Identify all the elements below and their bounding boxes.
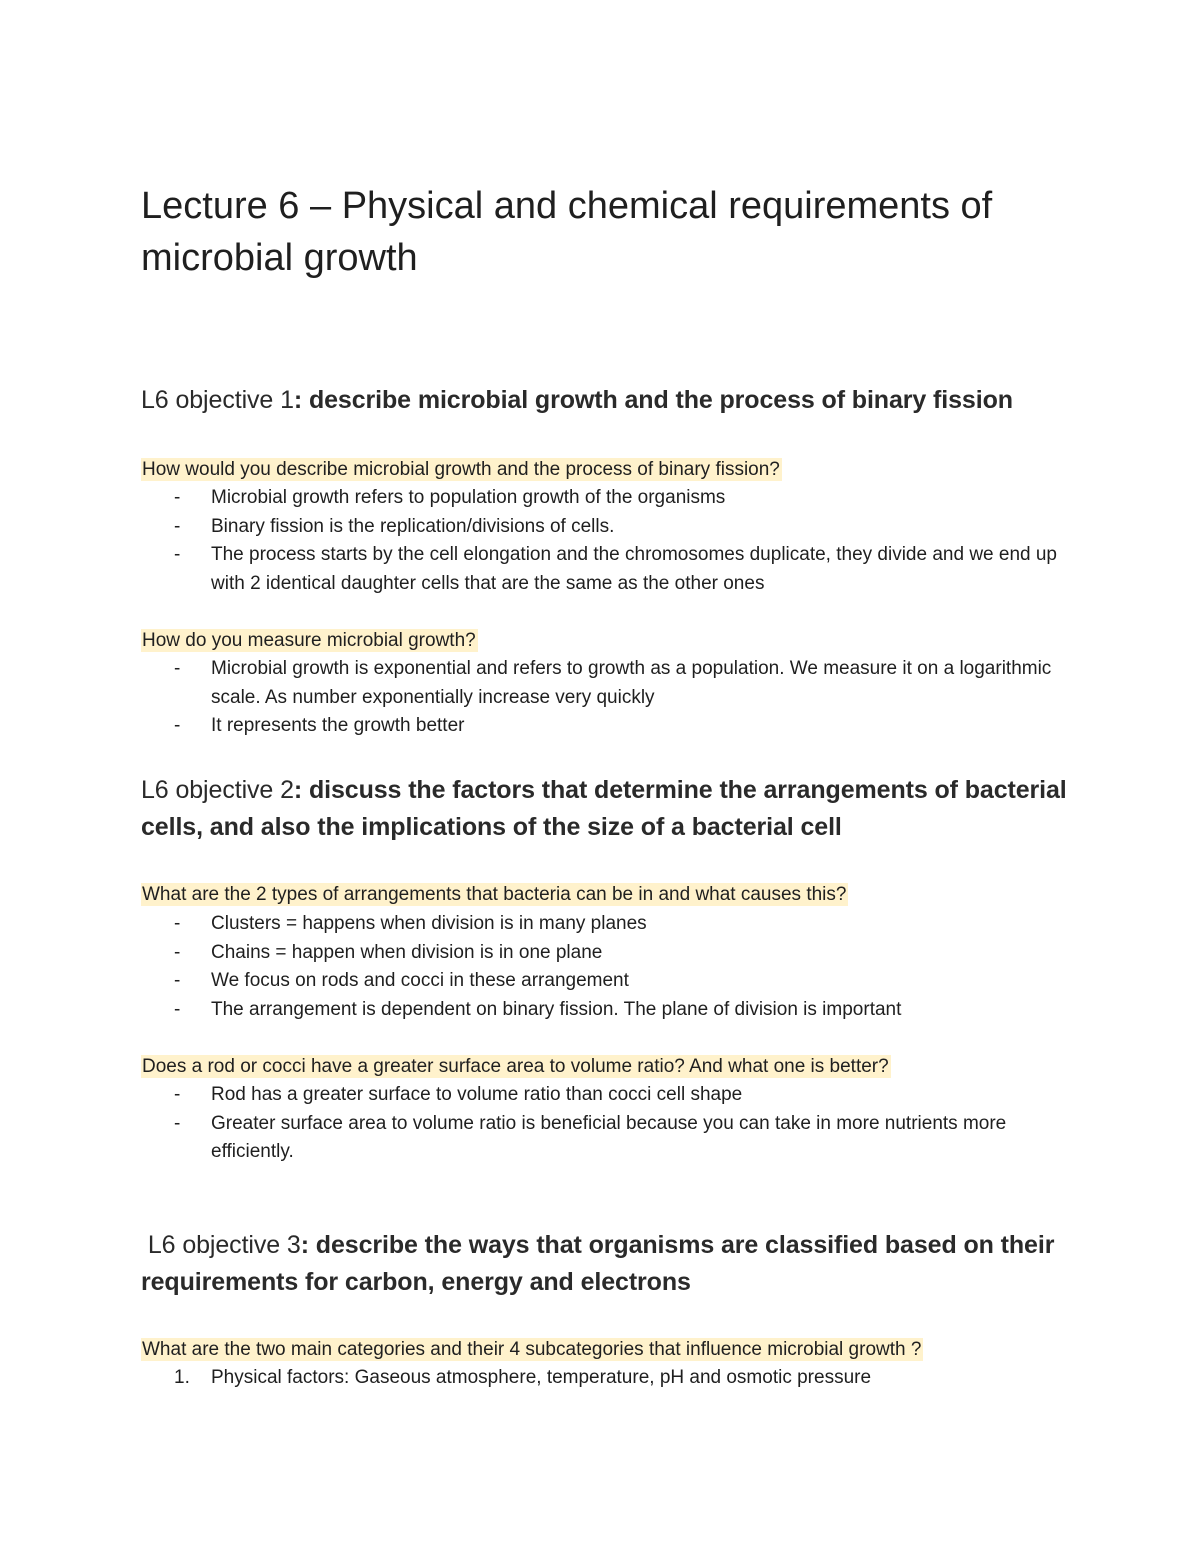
- question-3-highlight: What are the 2 types of arrangements that bacteria can be in and what causes this?: [142, 884, 847, 905]
- question-5: [141, 1336, 923, 1364]
- bullet-marker: -: [174, 913, 181, 934]
- list-item: [141, 712, 1081, 741]
- objective-1-label: L6 objective 1: [141, 386, 294, 414]
- objective-3-text: : describe the ways that organisms are classified based on their requirements for carbon, energy and electrons: [141, 1231, 1062, 1296]
- question-3: [141, 881, 848, 909]
- objective-2-text: : discuss the factors that determine the arrangements of bacterial cells, and also the implications of the size of a bacterial cell: [141, 776, 1067, 841]
- objective-1-text: : describe microbial growth and the process of binary fission: [293, 386, 1013, 414]
- answer-list-3: [141, 910, 1081, 1024]
- list-item-text: Binary fission is the replication/divisions of cells.: [211, 515, 615, 537]
- list-item-text: Microbial growth is exponential and refers to growth as a population. We measure it on a logarithmic scale. As number exponentially increase very quickly: [211, 658, 1052, 708]
- list-item: [141, 541, 1081, 598]
- list-item-text: The arrangement is dependent on binary fission. The plane of division is important: [211, 998, 902, 1020]
- objective-3-label: L6 objective 3: [141, 1231, 301, 1259]
- question-1: [141, 456, 782, 484]
- question-2-highlight: How do you measure microbial growth?: [142, 630, 476, 651]
- page-title: Lecture 6 – Physical and chemical requirements of microbial growth: [141, 185, 993, 279]
- list-item: [141, 1364, 1081, 1393]
- list-item-text: Greater surface area to volume ratio is beneficial because you can take in more nutrients more efficiently.: [211, 1112, 1007, 1162]
- list-item: [141, 1110, 1081, 1167]
- list-item: [141, 1081, 1081, 1110]
- list-item-text: Chains = happen when division is in one plane: [211, 941, 603, 963]
- question-4-highlight: Does a rod or cocci have a greater surface area to volume ratio? And what one is better?: [142, 1056, 889, 1077]
- list-item: [141, 996, 1081, 1025]
- number-marker: 1.: [174, 1367, 190, 1388]
- question-5-highlight: What are the two main categories and their 4 subcategories that influence microbial growth ?: [142, 1339, 922, 1360]
- list-item: [141, 655, 1081, 712]
- list-item: [141, 484, 1081, 513]
- bullet-marker: -: [174, 487, 181, 508]
- objective-2-label: L6 objective 2: [141, 776, 294, 804]
- answer-list-1: [141, 484, 1081, 598]
- bullet-marker: -: [174, 658, 181, 679]
- bullet-marker: -: [174, 1112, 181, 1134]
- list-item: [141, 910, 1081, 939]
- bullet-marker: -: [174, 1084, 181, 1105]
- objective-3-heading: [141, 1227, 1081, 1301]
- list-item-text: We focus on rods and cocci in these arrangement: [211, 970, 629, 991]
- list-item-text: Clusters = happens when division is in many planes: [211, 913, 647, 934]
- bullet-marker: -: [174, 544, 181, 565]
- list-item: [141, 967, 1081, 996]
- answer-list-2: [141, 655, 1081, 741]
- answer-list-4: [141, 1081, 1081, 1167]
- bullet-marker: -: [174, 941, 181, 963]
- question-4: [141, 1053, 891, 1081]
- list-item-text: The process starts by the cell elongation and the chromosomes duplicate, they divide and we end up with 2 identical daughter cells that are the same as the other ones: [211, 544, 1058, 594]
- list-item-text: Physical factors: Gaseous atmosphere, temperature, pH and osmotic pressure: [211, 1367, 872, 1388]
- answer-list-5: [141, 1364, 1081, 1393]
- list-item-text: It represents the growth better: [211, 715, 465, 736]
- objective-2-heading: [141, 772, 1081, 846]
- bullet-marker: -: [174, 970, 181, 991]
- list-item-text: Rod has a greater surface to volume ratio than cocci cell shape: [211, 1084, 743, 1105]
- question-1-highlight: How would you describe microbial growth and the process of binary fission?: [142, 459, 780, 480]
- objective-1-heading: [141, 382, 1081, 419]
- question-2: [141, 627, 478, 655]
- list-item: [141, 939, 1081, 968]
- list-item: [141, 513, 1081, 542]
- bullet-marker: -: [174, 715, 181, 736]
- bullet-marker: -: [174, 515, 181, 537]
- list-item-text: Microbial growth refers to population growth of the organisms: [211, 487, 726, 508]
- bullet-marker: -: [174, 998, 181, 1020]
